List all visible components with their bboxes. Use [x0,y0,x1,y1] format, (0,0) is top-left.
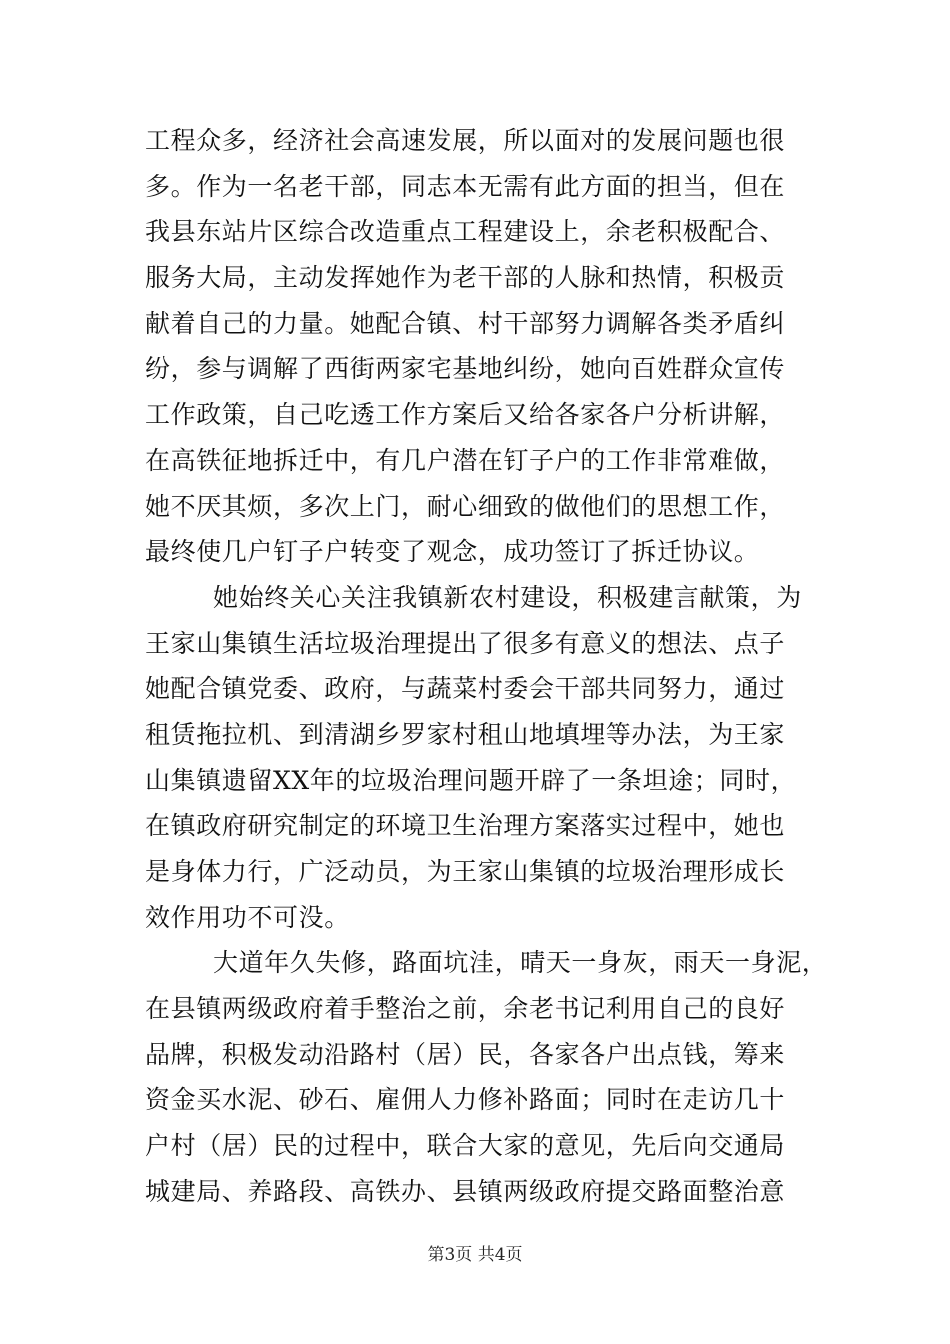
text-line: 租赁拖拉机、到清湖乡罗家村租山地填埋等办法，为王家 [145,719,786,749]
text-line: 工程众多，经济社会高速发展，所以面对的发展问题也很 [145,126,786,155]
text-line: 大道年久失修，路面坑洼，晴天一身灰，雨天一身泥， [213,948,828,978]
text-line: 效作用功不可没。 [145,902,350,932]
text-line: 在县镇两级政府着手整治之前，余老书记利用自己的良好 [145,994,786,1024]
text-line: 多。作为一名老干部，同志本无需有此方面的担当，但在 [145,171,786,201]
text-line: 在高铁征地拆迁中，有几户潜在钉子户的工作非常难做， [145,445,786,475]
text-line: 山集镇遗留XX年的垃圾治理问题开辟了一条坦途；同时， [145,765,797,795]
paragraph-1 [145,118,810,575]
paragraph-3 [145,940,828,1214]
text-line: 献着自己的力量。她配合镇、村干部努力调解各类矛盾纠 [145,308,786,338]
text-line: 品牌，积极发动沿路村（居）民，各家各户出点钱，筹来 [145,1039,786,1069]
text-line: 工作政策，自己吃透工作方案后又给各家各户分析讲解， [145,400,786,430]
paragraph-2 [145,575,810,941]
page-footer: 第3页 共4页 [427,1245,523,1265]
text-line: 我县东站片区综合改造重点工程建设上，余老积极配合、 [145,217,786,247]
text-line: 她配合镇党委、政府，与蔬菜村委会干部共同努力，通过 [145,674,786,704]
text-line: 是身体力行，广泛动员，为王家山集镇的垃圾治理形成长 [145,857,786,886]
text-line: 资金买水泥、砂石、雇佣人力修补路面；同时在走访几十 [145,1085,786,1115]
text-line: 服务大局，主动发挥她作为老干部的人脉和热情，积极贡 [145,263,786,293]
text-line: 最终使几户钉子户转变了观念，成功签订了拆迁协议。 [145,537,760,567]
text-line: 她始终关心关注我镇新农村建设，积极建言献策，为 [213,582,802,612]
text-line: 她不厌其烦，多次上门，耐心细致的做他们的思想工作， [145,491,786,521]
text-line: 城建局、养路段、高铁办、县镇两级政府提交路面整治意 [145,1176,786,1206]
text-line: 王家山集镇生活垃圾治理提出了很多有意义的想法、点子 [145,628,786,658]
text-line: 在镇政府研究制定的环境卫生治理方案落实过程中，她也 [145,811,786,841]
document-body [145,118,828,1215]
text-line: 纷，参与调解了西街两家宅基地纠纷，她向百姓群众宣传 [145,354,786,384]
text-line: 户村（居）民的过程中，联合大家的意见，先后向交通局 [145,1131,786,1161]
